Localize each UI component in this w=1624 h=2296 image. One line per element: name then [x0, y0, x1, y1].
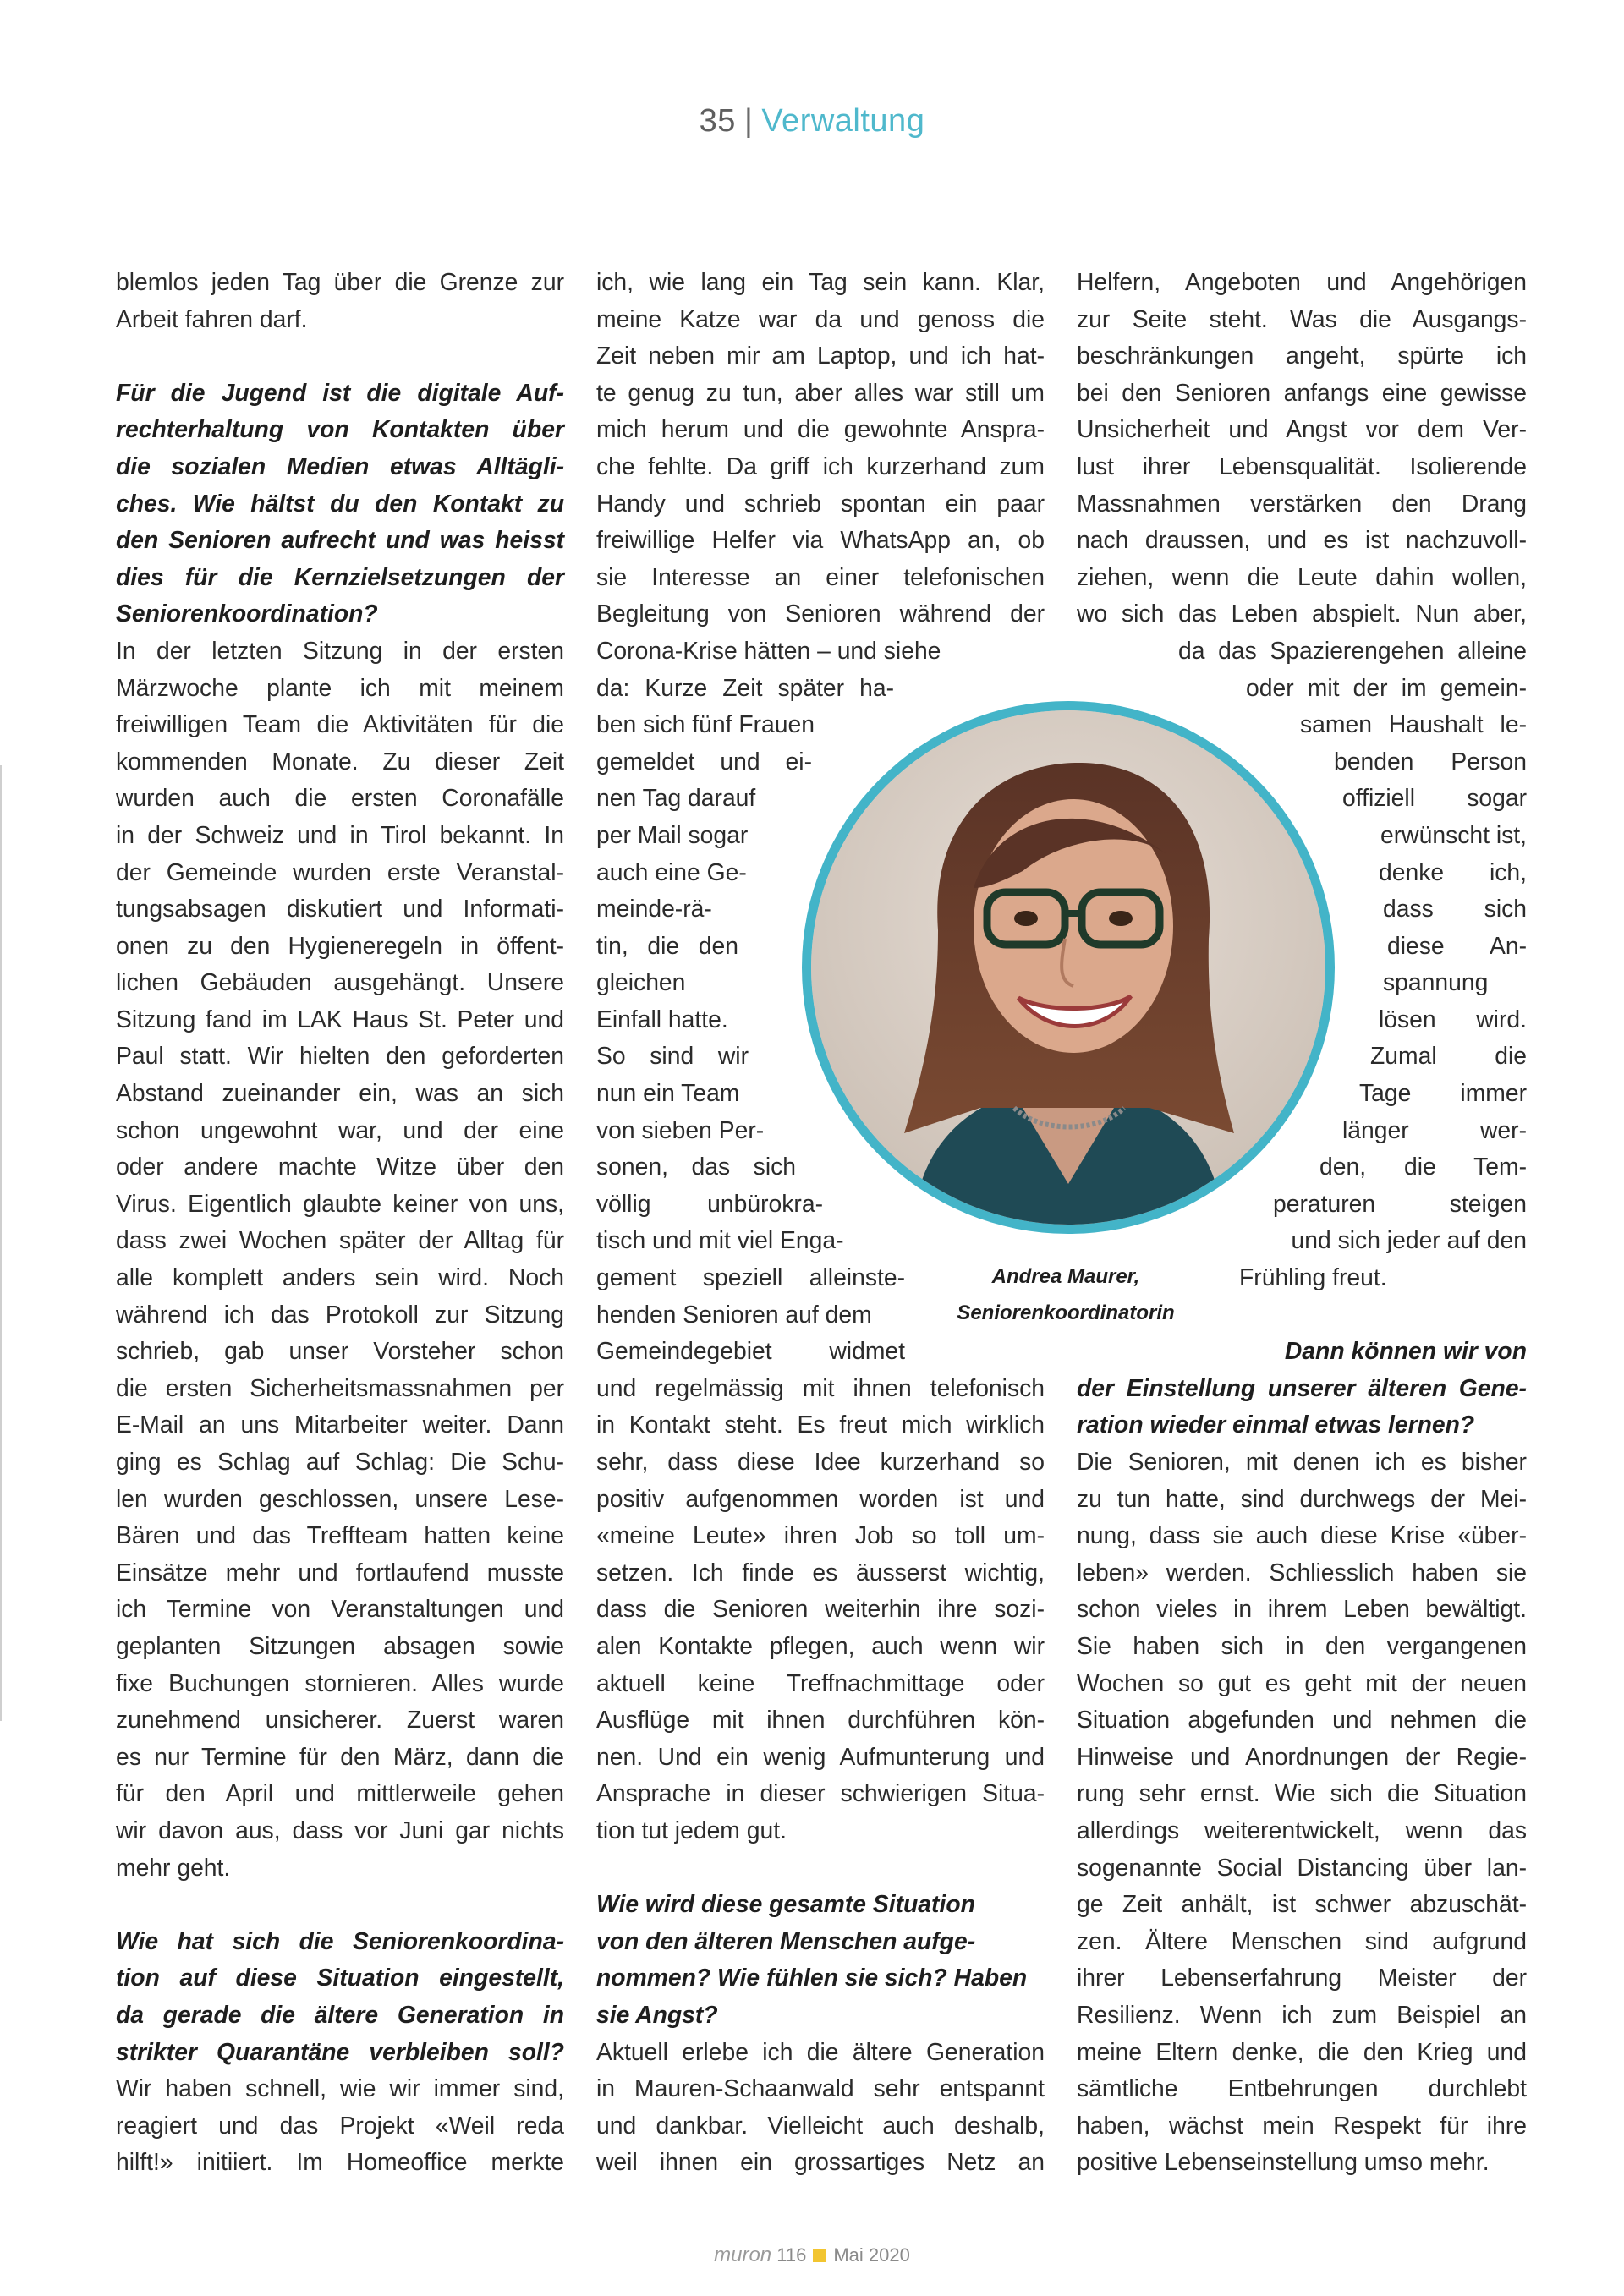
question-line: ches. Wie hältst du den Kontakt zu	[116, 489, 564, 517]
text-line: hilft!» initiiert. Im Homeoffice merkte	[116, 2148, 564, 2176]
question-line: strikter Quarantäne verbleiben soll?	[116, 2037, 564, 2065]
text-line: onen zu den Hygieneregeln in öffent-	[116, 931, 564, 959]
text-line: ich, wie lang ein Tag sein kann. Klar,	[596, 268, 1045, 295]
text-line: setzen. Ich finde es äusserst wichtig,	[596, 1558, 1045, 1586]
text-line: Situation abgefunden und nehmen die	[1077, 1706, 1527, 1734]
text-line: tisch und mit viel Enga-	[596, 1226, 844, 1254]
text-line: In der letzten Sitzung in der ersten	[116, 636, 564, 664]
text-line: Paul statt. Wir hielten den geforderten	[116, 1042, 564, 1070]
text-line: geplanten Sitzungen absagen sowie	[116, 1631, 564, 1659]
text-line: lichen Gebäuden ausgehängt. Unsere	[116, 968, 564, 996]
text-line: ben sich fünf Frauen	[596, 710, 815, 738]
text-line: haben, wächst mein Respekt für ihre	[1077, 2111, 1527, 2139]
text-line: auch eine Ge-	[596, 858, 747, 885]
text-line: Die Senioren, mit denen ich es bisher	[1077, 1448, 1527, 1475]
margin-rule	[0, 765, 2, 1721]
text-line: spannung	[1383, 968, 1489, 996]
text-column-1	[116, 264, 564, 2181]
text-line: nung, dass sie auch diese Krise «über-	[1077, 1521, 1527, 1549]
text-line: ziehen, wenn die Leute dahin wollen,	[1077, 562, 1527, 590]
text-line: Tage immer	[1359, 1079, 1527, 1107]
text-line: «meine Leute» ihren Job so toll um-	[596, 1521, 1045, 1549]
text-line: Sitzung fand im LAK Haus St. Peter und	[116, 1005, 564, 1033]
text-line: alen Kontakte pflegen, auch wenn wir	[596, 1631, 1045, 1659]
text-line: Handy und schrieb spontan ein paar	[596, 489, 1045, 517]
text-line: weil ihnen ein grossartiges Netz an	[596, 2148, 1045, 2176]
text-line: henden Senioren auf dem	[596, 1300, 872, 1328]
text-line: Arbeit fahren darf.	[116, 304, 308, 332]
text-line: Virus. Eigentlich glaubte keiner von uns,	[116, 1189, 564, 1217]
text-line: in Mauren-Schaanwald sehr entspannt	[596, 2074, 1045, 2102]
text-line: positiv aufgenommen worden ist und	[596, 1484, 1045, 1512]
text-line: ging es Schlag auf Schlag: Die Schu-	[116, 1448, 564, 1475]
text-line: nen. Und ein wenig Aufmunterung und	[596, 1742, 1045, 1770]
text-line: So sind wir	[596, 1042, 749, 1070]
text-line: samen Haushalt le-	[1300, 710, 1527, 738]
text-line: nun ein Team	[596, 1079, 740, 1107]
text-line: ge Zeit anhält, ist schwer abzuschät-	[1077, 1890, 1527, 1918]
text-line: leben» werden. Schliesslich haben sie	[1077, 1558, 1527, 1586]
text-line: meine Eltern denke, die den Krieg und	[1077, 2037, 1527, 2065]
text-line: schrieb, gab unser Vorsteher schon	[116, 1337, 564, 1365]
text-line: tion tut jedem gut.	[596, 1816, 787, 1844]
text-line: allerdings weiterentwickelt, wenn das	[1077, 1816, 1527, 1844]
text-line: schon vieles in ihrem Leben bewältigt.	[1077, 1595, 1527, 1623]
text-line: tin, die den	[596, 931, 738, 959]
text-line: und dankbar. Vielleicht auch deshalb,	[596, 2111, 1045, 2139]
text-line: dass zwei Wochen später der Alltag für	[116, 1226, 564, 1254]
text-line: es nur Termine für den März, dann die	[116, 1742, 564, 1770]
text-line: benden Person	[1334, 747, 1527, 775]
question-line: da gerade die ältere Generation in	[116, 2000, 564, 2028]
text-line: gement speziell alleinste-	[596, 1263, 905, 1291]
text-line: und sich jeder auf den	[1291, 1226, 1527, 1254]
text-line: peraturen steigen	[1273, 1189, 1527, 1217]
paragraph-gap	[116, 1886, 564, 1923]
footer-accent-square	[813, 2249, 826, 2262]
text-line: zunehmend unsicherer. Zuerst waren	[116, 1706, 564, 1734]
text-line: diese An-	[1387, 931, 1527, 959]
text-line: in Kontakt steht. Es freut mich wirklich	[596, 1411, 1045, 1438]
text-column-2	[596, 264, 1045, 2181]
question-line: die sozialen Medien etwas Alltägli-	[116, 452, 564, 479]
text-line: Wir haben schnell, wie wir immer sind,	[116, 2074, 564, 2102]
text-line: wo sich das Leben abspielt. Nun aber,	[1077, 600, 1527, 627]
question-line: tion auf diese Situation eingestellt,	[116, 1964, 564, 1992]
text-line: lust ihrer Lebensqualität. Isolierende	[1077, 452, 1527, 479]
text-line: gemeldet und ei-	[596, 747, 812, 775]
text-line: wir davon aus, dass vor Juni gar nichts	[116, 1816, 564, 1844]
question-line: Seniorenkoordination?	[116, 600, 378, 627]
page-footer	[0, 2244, 1624, 2267]
text-line: der Gemeinde wurden erste Veranstal-	[116, 858, 564, 885]
question-line: den Senioren aufrecht und was heisst	[116, 526, 564, 554]
text-line: kommenden Monate. Zu dieser Zeit	[116, 747, 564, 775]
question-line: Wie wird diese gesamte Situation	[596, 1890, 975, 1918]
text-line: dass sich	[1383, 895, 1527, 923]
text-line: reagiert und das Projekt «Weil reda	[116, 2111, 564, 2139]
text-line: fixe Buchungen stornieren. Alles wurde	[116, 1669, 564, 1696]
text-line: lösen wird.	[1379, 1005, 1527, 1033]
text-line: per Mail sogar	[596, 820, 749, 848]
paragraph-gap	[596, 1849, 1045, 1887]
photo-caption	[914, 1258, 1218, 1331]
text-line: Einfall hatte.	[596, 1005, 728, 1033]
issue-date: Mai 2020	[833, 2244, 910, 2266]
text-line: Resilienz. Wenn ich zum Beispiel an	[1077, 2000, 1527, 2028]
question-line: nommen? Wie fühlen sie sich? Haben	[596, 1964, 1028, 1992]
question-line: der Einstellung unserer älteren Gene-	[1077, 1373, 1527, 1401]
text-line: positive Lebenseinstellung umso mehr.	[1077, 2148, 1490, 2176]
section-title: Verwaltung	[761, 103, 925, 139]
text-line: oder mit der im gemein-	[1246, 673, 1527, 701]
question-line: dies für die Kernzielsetzungen der	[116, 562, 564, 590]
text-line: Massnahmen verstärken den Drang	[1077, 489, 1527, 517]
text-line: da das Spazierengehen alleine	[1178, 636, 1527, 664]
question-line: rechterhaltung von Kontakten über	[116, 415, 564, 443]
text-line: Sie haben sich in den vergangenen	[1077, 1631, 1527, 1659]
text-line: sonen, das sich	[596, 1153, 796, 1181]
text-line: Aktuell erlebe ich die ältere Generation	[596, 2037, 1045, 2065]
issue-number: 116	[776, 2244, 807, 2266]
text-line: denke ich,	[1379, 858, 1527, 885]
text-line: oder andere machte Witze über den	[116, 1153, 564, 1181]
text-line: Einsätze mehr und fortlaufend musste	[116, 1558, 564, 1586]
text-line: alle komplett anders sein wird. Noch	[116, 1263, 564, 1291]
text-line: Gemeindegebiet widmet	[596, 1337, 905, 1365]
text-line: die ersten Sicherheitsmassnahmen per	[116, 1373, 564, 1401]
page-header	[0, 100, 1624, 142]
text-line: erwünscht ist,	[1380, 820, 1527, 848]
text-line: nen Tag darauf	[596, 784, 756, 812]
text-line: gleichen	[596, 968, 686, 996]
text-line: tungsabsagen diskutiert und Informati-	[116, 895, 564, 923]
text-line: für den April und mittlerweile gehen	[116, 1779, 564, 1807]
caption-name: Andrea Maurer,	[991, 1265, 1140, 1288]
text-line: während ich das Protokoll zur Sitzung	[116, 1300, 564, 1328]
text-line: zur Seite steht. Was die Ausgangs-	[1077, 304, 1527, 332]
question-line: sie Angst?	[596, 2000, 718, 2028]
page-number: 35	[699, 103, 736, 139]
question-line: Dann können wir von	[1284, 1337, 1527, 1365]
text-line: freiwillige Helfer via WhatsApp an, ob	[596, 526, 1045, 554]
text-line: bei den Senioren anfangs eine gewisse	[1077, 378, 1527, 406]
portrait-photo	[802, 701, 1335, 1234]
text-line: Ansprache in dieser schwierigen Situa-	[596, 1779, 1045, 1807]
question-line: ration wieder einmal etwas lernen?	[1077, 1411, 1475, 1438]
text-line: Wochen so gut es geht mit der neuen	[1077, 1669, 1527, 1696]
text-line: in der Schweiz und in Tirol bekannt. In	[116, 820, 564, 848]
text-line: che fehlte. Da griff ich kurzerhand zum	[596, 452, 1045, 479]
text-line: Zumal die	[1370, 1042, 1527, 1070]
text-line: offiziell sogar	[1342, 784, 1527, 812]
text-line: und regelmässig mit ihnen telefonisch	[596, 1373, 1045, 1401]
text-line: dass die Senioren weiterhin ihre sozi-	[596, 1595, 1045, 1623]
text-line: Märzwoche plante ich mit meinem	[116, 673, 564, 701]
magazine-brand: muron	[714, 2244, 772, 2266]
text-line: E-Mail an uns Mitarbeiter weiter. Dann	[116, 1411, 564, 1438]
text-line: sogenannte Social Distancing über lan-	[1077, 1853, 1527, 1881]
text-line: zu tun hatte, sind durchwegs der Mei-	[1077, 1484, 1527, 1512]
question-line: von den älteren Menschen aufge-	[596, 1926, 976, 1954]
text-line: Bären und das Treffteam hatten keine	[116, 1521, 564, 1549]
text-line: Hinweise und Anordnungen der Regie-	[1077, 1742, 1527, 1770]
text-line: Ausflüge mit ihnen durchführen kön-	[596, 1706, 1045, 1734]
header-separator: |	[743, 103, 754, 139]
text-line: blemlos jeden Tag über die Grenze zur	[116, 268, 564, 295]
text-line: Frühling freut.	[1239, 1263, 1387, 1291]
text-line: wurden auch die ersten Coronafälle	[116, 784, 564, 812]
text-line: ich Termine von Veranstaltungen und	[116, 1595, 564, 1623]
caption-role: Seniorenkoordinatorin	[957, 1301, 1175, 1324]
text-line: schon ungewohnt war, und der eine	[116, 1115, 564, 1143]
text-line: len wurden geschlossen, unsere Lese-	[116, 1484, 564, 1512]
text-line: völlig unbürokra-	[596, 1189, 823, 1217]
text-line: länger wer-	[1342, 1115, 1527, 1143]
text-line: mehr geht.	[116, 1853, 231, 1881]
text-line: Helfern, Angeboten und Angehörigen	[1077, 268, 1527, 295]
text-line: zen. Ältere Menschen sind aufgrund	[1077, 1926, 1527, 1954]
portrait-illustration	[811, 710, 1325, 1225]
text-line: von sieben Per-	[596, 1115, 765, 1143]
paragraph-gap	[116, 337, 564, 375]
text-line: ihrer Lebenserfahrung Meister der	[1077, 1964, 1527, 1992]
text-line: den, die Tem-	[1320, 1153, 1527, 1181]
text-line: meine Katze war da und genoss die	[596, 304, 1045, 332]
text-line: Zeit neben mir am Laptop, und ich hat-	[596, 342, 1045, 370]
text-line: Begleitung von Senioren während der	[596, 600, 1045, 627]
text-line: Corona-Krise hätten – und siehe	[596, 636, 941, 664]
text-line: meinde-rä-	[596, 895, 712, 923]
text-line: te genug zu tun, aber alles war still um	[596, 378, 1045, 406]
text-line: beschränkungen angeht, spürte ich	[1077, 342, 1527, 370]
text-line: freiwilligen Team die Aktivitäten für die	[116, 710, 564, 738]
text-line: da: Kurze Zeit später ha-	[596, 673, 894, 701]
text-line: nach draussen, und es ist nachzuvoll-	[1077, 526, 1527, 554]
text-line: sie Interesse an einer telefonischen	[596, 562, 1045, 590]
text-line: sehr, dass diese Idee kurzerhand so	[596, 1448, 1045, 1475]
question-line: Wie hat sich die Seniorenkoordina-	[116, 1926, 564, 1954]
text-line: Unsicherheit und Angst vor dem Ver-	[1077, 415, 1527, 443]
text-line: rung sehr ernst. Wie sich die Situation	[1077, 1779, 1527, 1807]
text-line: mich herum und die gewohnte Anspra-	[596, 415, 1045, 443]
text-line: sämtliche Entbehrungen durchlebt	[1077, 2074, 1527, 2102]
text-line: Abstand zueinander ein, was an sich	[116, 1079, 564, 1107]
text-line: aktuell keine Treffnachmittage oder	[596, 1669, 1045, 1696]
question-line: Für die Jugend ist die digitale Auf-	[116, 378, 564, 406]
